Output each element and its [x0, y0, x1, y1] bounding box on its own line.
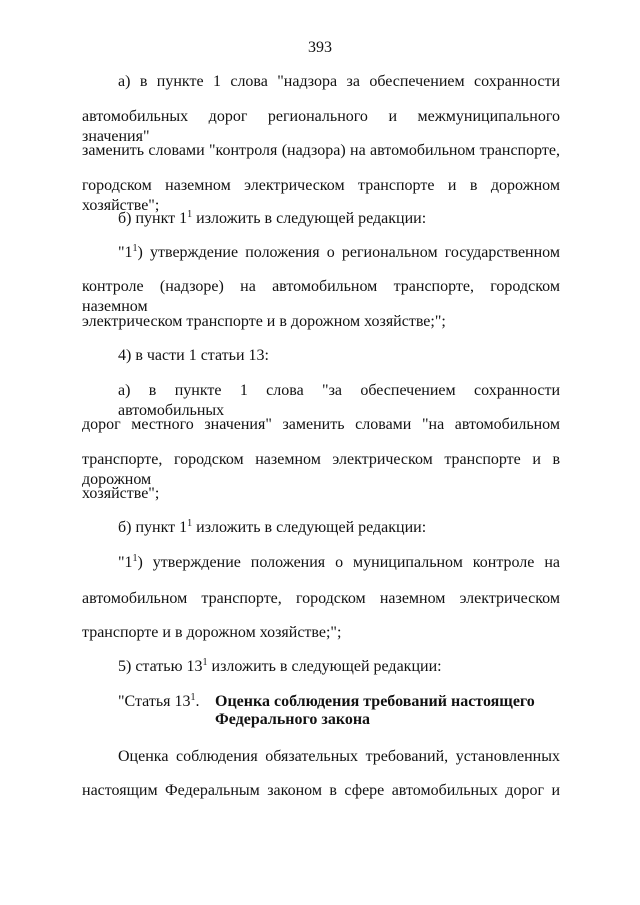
- paragraph-line: 4) в части 1 статьи 13:: [118, 347, 269, 364]
- paragraph-line: [118, 518, 560, 538]
- line-text: ) утверждение положения о региональном государственном: [137, 244, 560, 261]
- paragraph-line: а) в пункте 1 слова "надзора за обеспечением сохранности: [118, 73, 560, 90]
- paragraph-line: [118, 243, 560, 263]
- line-text: ) утверждение положения о муниципальном контроле на: [137, 554, 560, 571]
- line-text: изложить в следующей редакции:: [207, 658, 442, 675]
- paragraph-line: транспорте и в дорожном хозяйстве;";: [82, 624, 342, 641]
- line-text: .: [195, 693, 200, 710]
- paragraph-line: транспорте, городском наземном электрическом транспорте и в дорожном: [82, 451, 560, 488]
- superscript: 1: [187, 518, 193, 529]
- paragraph-line: дорог местного значения" заменить словами "на автомобильном: [82, 416, 560, 433]
- paragraph-line: [118, 209, 560, 229]
- paragraph-line: городском наземном электрическом транспорте и в дорожном хозяйстве";: [82, 177, 560, 214]
- superscript: 1: [132, 243, 138, 254]
- article-heading-line-2: Федерального закона: [215, 711, 371, 728]
- line-text: изложить в следующей редакции:: [192, 210, 427, 227]
- line-text: "1: [118, 554, 133, 571]
- paragraph-line: автомобильных дорог регионального и межмуниципального значения": [82, 108, 560, 145]
- superscript: 1: [190, 692, 196, 703]
- article-heading-line-1: Оценка соблюдения требований настоящего: [215, 693, 535, 710]
- line-text: б) пункт 1: [118, 210, 188, 227]
- paragraph-line: электрическом транспорте и в дорожном хозяйстве;";: [82, 313, 446, 330]
- paragraph-line: Оценка соблюдения обязательных требований, установленных: [118, 748, 560, 765]
- page-number: 393: [308, 39, 332, 56]
- paragraph-line: а) в пункте 1 слова "за обеспечением сохранности автомобильных: [118, 382, 560, 419]
- paragraph-line: [118, 553, 560, 573]
- paragraph-line: заменить словами "контроля (надзора) на автомобильном транспорте,: [82, 142, 560, 159]
- paragraph-line: контроле (надзоре) на автомобильном транспорте, городском наземном: [82, 278, 560, 315]
- line-text: б) пункт 1: [118, 519, 188, 536]
- paragraph-line: автомобильном транспорте, городском наземном электрическом: [82, 590, 560, 607]
- paragraph-line: хозяйстве";: [82, 485, 160, 502]
- paragraph-line: настоящим Федеральным законом в сфере автомобильных дорог и: [82, 782, 560, 799]
- superscript: 1: [202, 657, 208, 668]
- superscript: 1: [187, 209, 193, 220]
- line-text: 5) статью 13: [118, 658, 203, 675]
- line-text: изложить в следующей редакции:: [192, 519, 427, 536]
- line-text: "Статья 13: [118, 693, 191, 710]
- line-text: "1: [118, 244, 133, 261]
- superscript: 1: [132, 553, 138, 564]
- article-label: [118, 692, 208, 712]
- paragraph-line: [118, 657, 560, 677]
